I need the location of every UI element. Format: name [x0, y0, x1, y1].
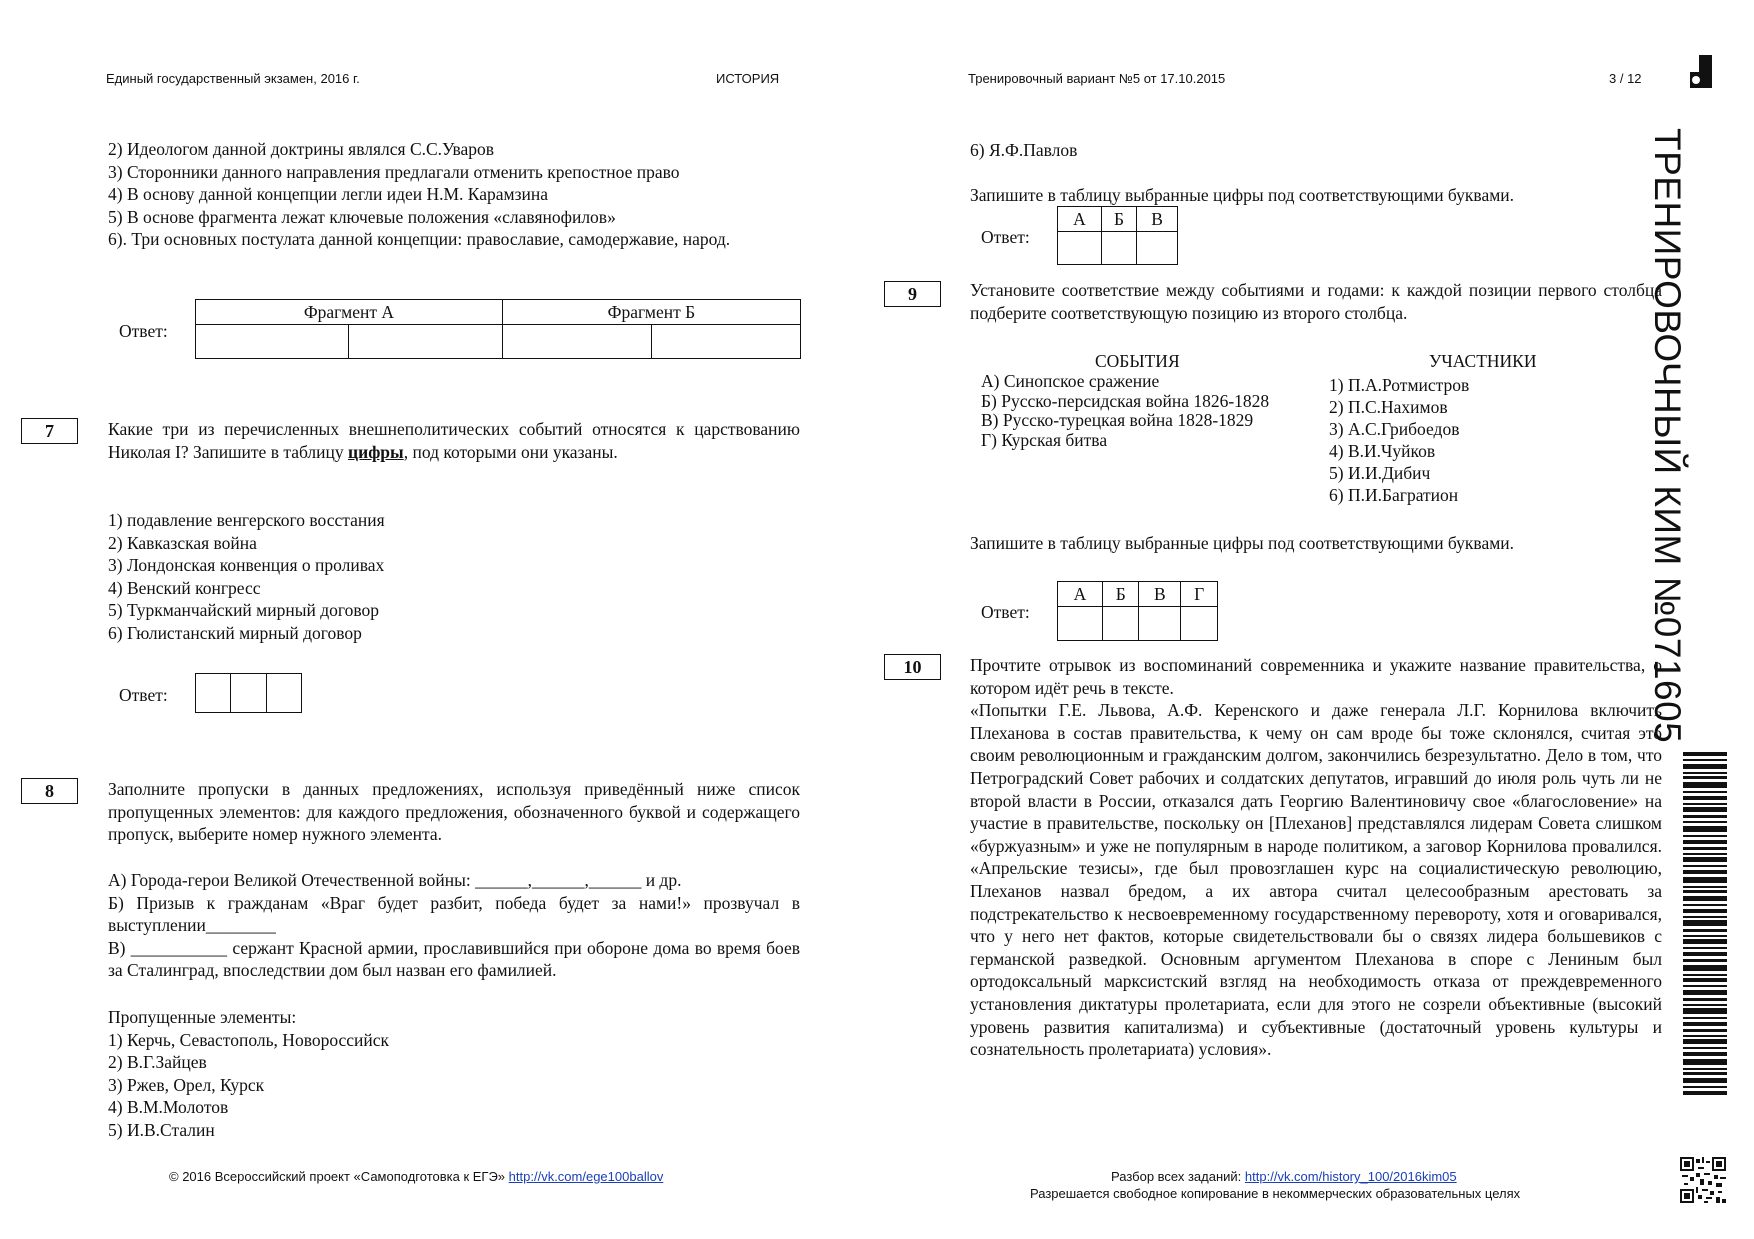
- side-title: ТРЕНИРОВОЧНЫЙ КИМ №071605: [1647, 128, 1688, 744]
- q9-answer-table: [1057, 581, 1218, 641]
- q8-sentence-v: В) ___________ сержант Красной армии, прославившийся при обороне дома во время боев за Сталинград, впоследствии дом был назван его фамилией.: [108, 937, 800, 981]
- q7-answer-table: [195, 673, 302, 713]
- q9-person: 1) П.А.Ротмистров: [1329, 375, 1470, 395]
- footer-left-link[interactable]: http://vk.com/ege100ballov: [508, 1169, 664, 1184]
- q7-option: 1) подавление венгерского восстания: [108, 510, 385, 530]
- header-variant: Тренировочный вариант №5 от 17.10.2015: [968, 71, 1226, 86]
- q9-event: Б) Русско-персидская война 1826-1828: [981, 390, 1270, 411]
- q6-option: 6). Три основных постулата данной концепции: православие, самодержавие, народ.: [108, 229, 731, 250]
- q6-options: [108, 138, 800, 251]
- q8-option-6: 6) Я.Ф.Павлов: [970, 140, 1078, 160]
- q7-option: 6) Гюлистанский мирный договор: [108, 622, 362, 643]
- answer-cell[interactable]: [1137, 232, 1178, 265]
- q9-events: [981, 372, 1296, 450]
- q9-intro: Установите соответствие между событиями и годами: к каждой позиции первого столбца подберите соответствующую позицию из второго столбца.: [970, 280, 1662, 323]
- q7-text: [108, 418, 800, 463]
- q9-instruction: Запишите в таблицу выбранные цифры под соответствующими буквами.: [970, 533, 1515, 553]
- answer-cell[interactable]: [1058, 607, 1103, 641]
- q9-people-title: УЧАСТНИКИ: [1429, 351, 1537, 371]
- letter-cell: Г: [1181, 582, 1218, 607]
- footer-copyright: © 2016 Всероссийский проект «Самоподготовка к ЕГЭ»: [169, 1169, 506, 1184]
- answer-cell[interactable]: [1058, 232, 1102, 265]
- letter-cell: А: [1058, 582, 1103, 607]
- q9-event: А) Синопское сражение: [981, 371, 1160, 391]
- q8-element: 1) Керчь, Севастополь, Новороссийск: [108, 1029, 390, 1050]
- q8-element: 3) Ржев, Орел, Курск: [108, 1074, 265, 1095]
- q6-option: 2) Идеологом данной доктрины являлся С.С.Уваров: [108, 139, 495, 159]
- answer-cell[interactable]: [1181, 607, 1218, 641]
- q7-text-before: Какие три из перечисленных внешнеполитических событий относятся к царствованию Николая I? Запишите в таблицу: [108, 419, 800, 462]
- q8-sentence-b: Б) Призыв к гражданам «Враг будет разбит, победа будет за нами!» прозвучал в выступлении________: [108, 892, 800, 936]
- letter-cell: В: [1139, 582, 1181, 607]
- q10-intro: Прочтите отрывок из воспоминаний современника и укажите название правительства, о котором идёт речь в тексте.: [970, 655, 1662, 698]
- q6-option: 5) В основе фрагмента лежат ключевые положения «славянофилов»: [108, 206, 616, 227]
- answer-cell[interactable]: [1139, 607, 1181, 641]
- q8-intro: Заполните пропуски в данных предложениях, используя приведённый ниже список пропущенных элементов: для каждого предложения, обозначенного буквой и содержащего пропуск, выберите номер нужного элемента.: [108, 779, 800, 845]
- q7-number: 7: [21, 418, 78, 444]
- logo-icon: [1690, 55, 1712, 88]
- q9-events-title: СОБЫТИЯ: [1095, 351, 1180, 371]
- q6-header-fragment-b: Фрагмент Б: [502, 300, 800, 325]
- letter-cell: Б: [1101, 207, 1137, 232]
- q6-answer-label: Ответ:: [119, 321, 168, 341]
- q9-answer-label: Ответ:: [981, 602, 1030, 622]
- q6-answer-table: [195, 299, 801, 359]
- footer-right-link[interactable]: http://vk.com/history_100/2016kim05: [1244, 1169, 1457, 1184]
- q9-number: 9: [884, 281, 941, 307]
- answer-cell[interactable]: [349, 325, 502, 359]
- answer-cell[interactable]: [1101, 232, 1137, 265]
- q9-people: [1329, 374, 1649, 506]
- q8-answer-table: [1057, 206, 1178, 265]
- q7-option: 5) Туркманчайский мирный договор: [108, 600, 380, 621]
- q7-options: [108, 509, 800, 645]
- q6-option: 3) Сторонники данного направления предлагали отменить крепостное право: [108, 161, 680, 182]
- answer-cell[interactable]: [196, 674, 231, 713]
- letter-cell: А: [1058, 207, 1102, 232]
- q7-answer-label: Ответ:: [119, 685, 168, 705]
- q9-person: 5) И.И.Дибич: [1329, 463, 1431, 483]
- header-exam-title: Единый государственный экзамен, 2016 г.: [106, 71, 360, 86]
- q8-sentences: [108, 869, 800, 982]
- answer-cell[interactable]: [1102, 607, 1138, 641]
- header-subject: ИСТОРИЯ: [716, 71, 780, 86]
- q7-text-after: , под которыми они указаны.: [403, 441, 618, 462]
- q9-person: 2) П.С.Нахимов: [1329, 397, 1448, 417]
- letter-cell: Б: [1102, 582, 1138, 607]
- q8-sentence-a: А) Города-герои Великой Отечественной войны: ______,______,______ и др.: [108, 870, 682, 890]
- q8-element: 2) В.Г.Зайцев: [108, 1052, 207, 1073]
- q7-option: 4) Венский конгресс: [108, 577, 261, 598]
- letter-cell: В: [1137, 207, 1178, 232]
- footer-copy-note: Разрешается свободное копирование в некоммерческих образовательных целях: [1030, 1186, 1521, 1201]
- q9-person: 4) В.И.Чуйков: [1329, 441, 1436, 461]
- q8-elements-title: Пропущенные элементы:: [108, 1007, 297, 1027]
- q8-element: 5) И.В.Сталин: [108, 1119, 215, 1140]
- q10-quote: «Попытки Г.Е. Львова, А.Ф. Керенского и даже генерала Л.Г. Корнилова включить Плеханова в состав правительства, к чему он сам вроде бы тоже склонялся, считая это своим революционным и гражданским долгом, закончились безрезультатно. Дело в том, что Петроградский Совет рабочих и солдатских депутатов, игравший до июля роль чуть ли не второй власти в России, отказался дать Георгию Валентиновичу свое «благословение» на участие в правительстве, поскольку он [Плеханов] представлялся лидерам Совета слишком «буржуазным» и уже не популярным в народе политиком, а заговор Корнилова провалился. «Апрельские тезисы», где был провозглашен курс на социалистическую революцию, Плеханов назвал бредом, а их автора считал целесообразным арестовать за подстрекательство к несвоевременному государственному перевороту, хотя и оговаривался, что у него нет фактов, которые свидетельствовали бы о связях лидера большевиков с германской разведкой. Основным аргументом Плеханова в споре с Лениным был ортодоксальный марксистский взгляд на необходимость отказа от преждевременного установления диктатуры пролетариата, если для этого не созрели объективные (высокий уровень развития капитализма) и субъективные (достаточный уровень культуры и сознательность пролетариата) условия».: [970, 700, 1662, 1060]
- answer-cell[interactable]: [502, 325, 651, 359]
- answer-cell[interactable]: [266, 674, 301, 713]
- q8-number: 8: [21, 778, 78, 804]
- q10-number: 10: [884, 654, 941, 680]
- header-page-number: 3 / 12: [1609, 71, 1642, 86]
- q8-instruction: Запишите в таблицу выбранные цифры под соответствующими буквами.: [970, 185, 1515, 205]
- answer-cell[interactable]: [651, 325, 800, 359]
- q9-event: Г) Курская битва: [981, 429, 1108, 450]
- q8-element: 4) В.М.Молотов: [108, 1097, 229, 1118]
- q8-elements: [108, 1006, 800, 1142]
- footer-left: [169, 1169, 663, 1184]
- q6-header-fragment-a: Фрагмент А: [196, 300, 503, 325]
- q8-answer-label: Ответ:: [981, 227, 1030, 247]
- q7-text-bold: цифры: [348, 441, 404, 462]
- footer-right: [1111, 1169, 1457, 1184]
- q9-event: В) Русско-турецкая война 1828-1829: [981, 410, 1254, 430]
- footer-review-text: Разбор всех заданий:: [1111, 1169, 1242, 1184]
- barcode-icon: [1683, 752, 1727, 1098]
- answer-cell[interactable]: [231, 674, 266, 713]
- qr-code-icon: [1680, 1157, 1726, 1203]
- answer-cell[interactable]: [196, 325, 349, 359]
- q10-text: [970, 654, 1662, 1061]
- q9-person: 6) П.И.Багратион: [1329, 485, 1459, 505]
- q6-option: 4) В основу данной концепции легли идеи Н.М. Карамзина: [108, 184, 549, 205]
- q9-person: 3) А.С.Грибоедов: [1329, 419, 1460, 439]
- q7-option: 3) Лондонская конвенция о проливах: [108, 555, 385, 576]
- q7-option: 2) Кавказская война: [108, 532, 257, 553]
